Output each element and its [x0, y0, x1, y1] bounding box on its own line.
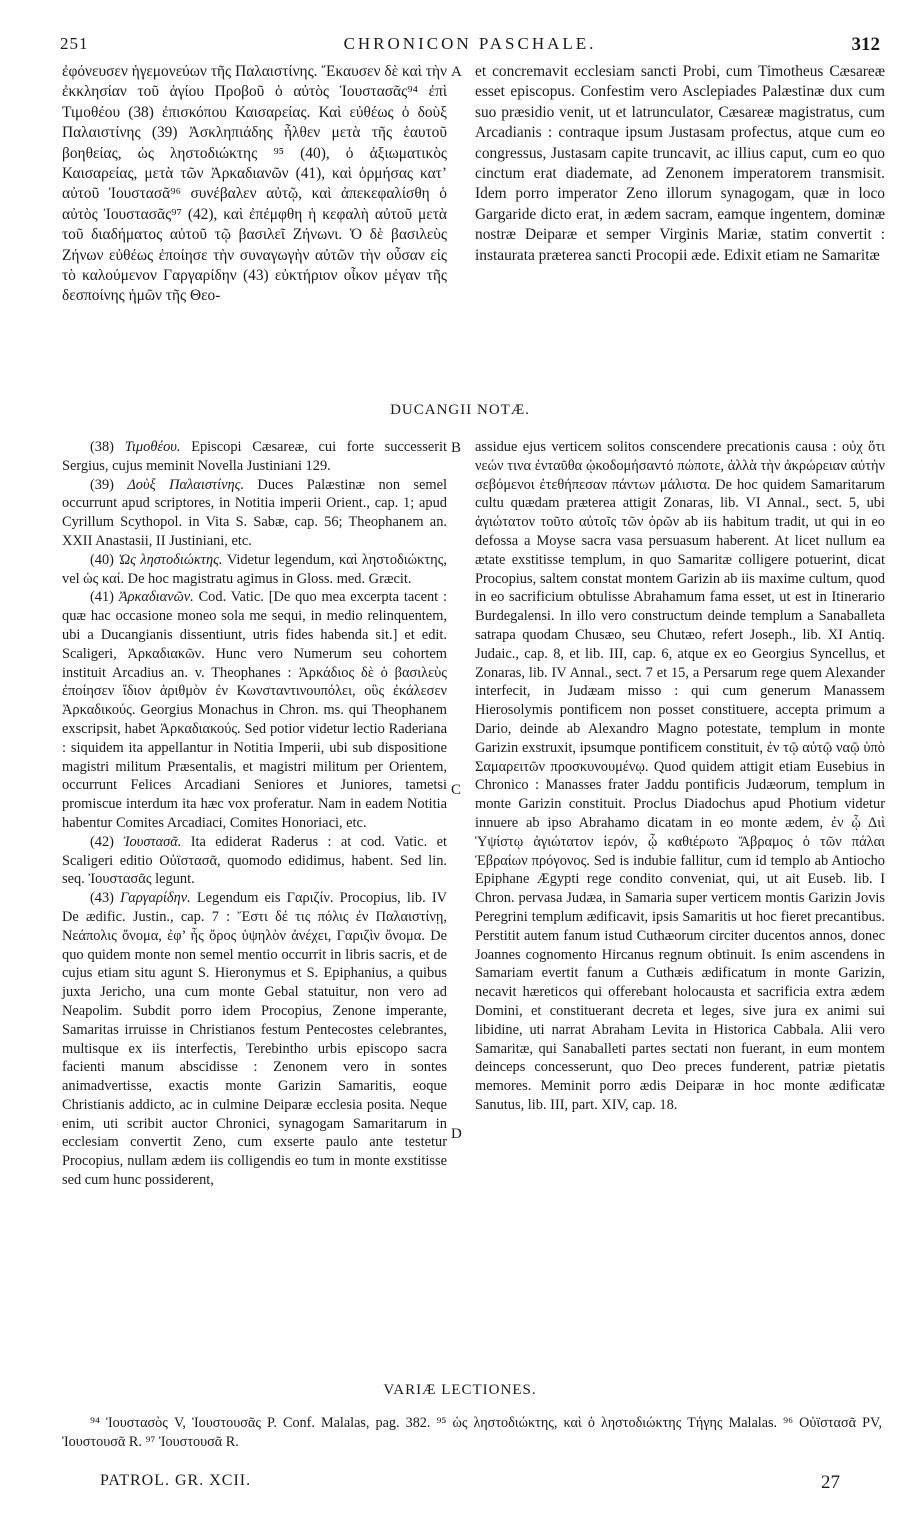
variae-lectiones-text: ⁹⁴ Ἰουστασὸς V, Ἰουστουσᾶς P. Conf. Malalas, pag. 382. ⁹⁵ ὡς ληστοδιώκτης, καὶ ὁ ληστοδιώκτης Τήγης Malalas. ⁹⁶ Οὐϊστασᾶ PV, Ἰουστουσᾶ R. ⁹⁷ Ἰουστουσᾶ R. [62, 1415, 882, 1450]
margin-marker-a: A [451, 64, 462, 80]
latin-text-column [475, 62, 885, 266]
notes-heading: DUCANGII NOTÆ. [390, 402, 530, 418]
running-title: CHRONICON PASCHALE. [343, 34, 597, 53]
notes-right-column [475, 438, 885, 1115]
page-number-left: 251 [60, 34, 89, 53]
note-41: (41) Ἀρκαδιανῶν. Cod. Vatic. [De quo mea excerpta tacent : quæ hac occasione moneo sola me sequi, in medio relinquentem, ubi a Ducangianis dissentiunt, utris fides habenda sit.] et edit. Scaligeri, Ἀρκαδιακῶν. Hunc vero Numerum seu cohortem instituit Arcadius an. v. Theophanes : Ἀρκάδιος δὲ ὁ βασιλεὺς ἐποίησεν ἴδιον ἀριθμὸν ἐν Κωνσταντινουπόλει, οὓς ἐκάλεσεν Ἀρκαδικούς. Georgius Monachus in Chron. ms. qui Theophanem exscripsit, habet Ἀρκαδιακούς. Sed potior videtur lectio Raderiana : siquidem ita appellantur in Notitia Imperii, ubi sub dispositione magistri militum Præsentalis, et magistri militum per Orientem, occurrunt Felices Arcadiani Seniores et Juniores, tametsi promiscue interdum ita hæc vox proferatur. Nam in eadem Notitia habentur Comites Arcadiaci, Comites Honoriaci, etc. [62, 589, 447, 831]
note-42: (42) Ἰουστασᾶ. Ita ediderat Raderus : at cod. Vatic. et Scaligeri editio Οὐϊστασᾶ, quomodo edidimus, habent. Sed lin. seq. Ἰουστασᾶς legunt. [62, 833, 447, 888]
note-40: (40) Ὡς ληστοδιώκτης. Videtur legendum, καὶ ληστοδιώκτης, vel ὡς καί. De hoc magistratu agimus in Gloss. med. Græcit. [62, 551, 447, 587]
greek-text: ἐφόνευσεν ἡγεμονεύων τῆς Παλαιστίνης. Ἔκαυσεν δὲ καὶ τὴν ἐκκλησίαν τοῦ ἁγίου Προβοῦ ὁ αὐτὸς Ἰουστασᾶς⁹⁴ ἐπὶ Τιμοθέου (38) ἐπισκόπου Καισαρείας. Καὶ εὐθέως ὁ δοὺξ Παλαιστίνης (39) Ἀσκληπιάδης ἦλθεν μετὰ τῆς ἑαυτοῦ βοηθείας, ὡς ληστοδιώκτης ⁹⁵ (40), ὁ ἀξιωματικὸς Καισαρείας, μετὰ τῶν Ἀρκαδιανῶν (41), καὶ ὁρμήσας κατ’ αὐτοῦ Ἰουστασᾶ⁹⁶ συνέβαλεν αὐτῷ, καὶ ἀπεκεφαλίσθη ὁ αὐτὸς Ἰουστασᾶς⁹⁷ (42), καὶ ἐπέμφθη ἡ κεφαλὴ αὐτοῦ μετὰ τοῦ διαδήματος αὐτοῦ τῷ βασιλεῖ Ζήνωνι. Ὁ δὲ βασιλεὺς Ζήνων εὐθέως ἐποίησε τὴν συναγωγὴν αὐτῶν τὴν οὖσαν εἰς τὸ καλούμενον Γαργαρίδην (43) εὐκτήριον οἶκον μέγαν τῆς δεσποίνης ἡμῶν τῆς Θεο- [62, 63, 447, 305]
signature-mark: PATROL. GR. XCII. [100, 1472, 252, 1489]
footer [100, 1472, 840, 1494]
running-head [60, 34, 880, 58]
latin-text: et concremavit ecclesiam sancti Probi, cum Timotheus Cæsareæ esset episcopus. Confestim vero Asclepiades Palæstinæ dux cum suo præsidio venit, ut et latrunculator, Cæsareæ magistratus, cum Arcadianis : contraque ipsum Justasam profectus, atque cum eo congressus, Justasam capite truncavit, ac illius caput, cum eo quo cinctum erat diademate, ad Zenonem imperatorem transmisit. Idem porro imperator Zeno illorum synagogam, quæ in loco Gargaride dicto erat, in ædem sacram, eamque ingentem, dominæ nostræ Deiparæ et semper Virginis Mariæ, statim convertit : instaurata præterea sancti Procopii æde. Edixit etiam ne Samaritæ [475, 63, 885, 264]
margin-marker-b: B [451, 440, 462, 456]
note-39: (39) Δοὺξ Παλαιστίνης. Duces Palæstinæ non semel occurrunt apud scriptores, in Notitia imperii Orient., cap. 1; apud Cyrillum Scythopol. in Vita S. Sabæ, cap. 56; Theophanem an. XXII Anastasii, II Justiniani, etc. [62, 476, 447, 549]
greek-text-column [62, 62, 447, 307]
page-number-right: 312 [851, 34, 880, 55]
margin-marker-d: D [451, 1126, 462, 1142]
note-38: (38) Τιμοθέου. Episcopi Cæsareæ, cui forte successerit Sergius, cujus meminit Novella Justiniani 129. [62, 439, 448, 474]
variae-lectiones-heading: VARIÆ LECTIONES. [383, 1382, 537, 1398]
signature-number: 27 [821, 1472, 840, 1493]
notes-left-column [62, 438, 447, 1190]
note-43: (43) Γαργαρίδην. Legendum eis Γαριζίν. Procopius, lib. IV De ædific. Justin., cap. 7 : Ἔστι δέ τις πόλις ἐν Παλαιστίνῃ, Νεάπολις ὄνομα, ἐφ’ ἧς ὄρος ὑψηλὸν ἀνέχει, Γαριζὶν ὄνομα. De quo quidem monte non semel mentio occurrit in libris sacris, et de cujus etiam situ agunt S. Hieronymus et S. Epiphanius, a quibus juxta Jericho, una cum monte Gebal statuitur, non vero ad Neapolim. Subdit porro idem Procopius, Zenone imperante, Samaritas irruisse in Christianos festum Pentecostes celebrantes, multisque ex iis interfectis, Terebintho urbis episcopo sacra facienti manum abscidisse : Zenonem vero in sontes animadvertisse, exactis monte Garizin Samaritis, eoque Christianis addicto, ac in culmine Deiparæ ecclesia posita. Neque enim, uti scribit auctor Chronici, synagogam Samaritarum in ecclesiam convertit Zeno, cum exserte paulo ante testetur Procopius, nullam ædem iis colligendis eo tum in monte exstitisse sed cum hunc possiderent, [62, 890, 447, 1189]
notes-right-text: assidue ejus verticem solitos conscendere precationis causa : οὐχ ὅτι νεών τινα ἐνταῦθα ᾠκοδομήσαντό πώποτε, ἀλλὰ τὴν ἀκρώρειαν αὐτὴν σεβόμενοι ἐτεθήπεσαν πάντων μάλιστα. De hoc quidem Samaritarum cultu quædam præterea attigit Zonaras, lib. VI Annal., sect. 5, ubi ἁγιώτατον τοῦτο αὐτοῖς τῶν ὀρῶν ab iis habitum tradit, ut qui in eo defossa a Moyse sacra vasa persuasum haberent. At licet nullum ea ætate exstitisse templum, in quo Samaritæ colligere potuerint, dicat Procopius, saltem constat montem Garizin ab iis maxime cultum, quod in eo sacrificium obtulisse Abrahamum fama esset, ut est in Itinerario Burdegalensi. In illo vero constructum deinde templum a Sanaballeta satrapa quodam Chusæo, seu Chutæo, refert Joseph., lib. XI Antiq. Judaic., cap. 8, et lib. III, cap. 6, atque ex eo Georgius Syncellus, et Zonaras, lib. IV Annal., sect. 7 et 15, a Persarum rege quem Alexander interfecit, in Judæam misso : qui cum generum Manassem Hierosolymis pontificem non posset constituere, accepta primum a Dario, deinde ab Alexandro Magno potestate, templum in monte Garizin exstruxit, ipsumque pontificem constituit, ἐν τῷ αὐτῷ ναῷ ὑπὸ Σαμαρειτῶν προσκυνουμένῳ. Quod quidem attigit etiam Eusebius in Chronico : Manasses frater Jaddu pontificis Judæorum, templum in monte Garizin constituit. Proclus Diadochus apud Photium videtur innuere ab ipso Abrahamo dicatam in eo monte ædem, ἐν ᾧ Διὶ Ὑψίστῳ ἁγιώτατον ἱερόν, ᾧ καθιέρωτο Ἄβραμος ὁ τῶν πάλαι Ἑβραίων πρόγονος. Sed is indubie fallitur, cum id templo ab Antiocho Epiphane Ægypti rege condito conveniat, qui, ut ait Euseb. lib. I Chron. pervasa Judæa, in Samaria super verticem montis Garizin Jovis Peregrini templum ædificavit, ipsis Samaritis ut hoc fieret precantibus. Perstitit autem fanum istud Cuthæorum circiter ducentos annos, donec Joannes cognomento Hircanus regnum obtinuit. Is enim ascendens in Samariam evertit fanum a Cuthæis ædificatum in monte Garizin, necavit hæreticos qui offerebant holocausta et sacrificia extra ædem Domini, et constituerant decreta et leges, sive jura ex animi sui libidine, uti narrat Abraham Levita in Historica Cabbala. Alii vero Samaritæ, qui Sanaballeti partes sectati non fuerant, in eum montem deinceps concesserunt, quo Deo preces funderent, patriæ pietatis memores. Meminit porro ædis Deiparæ in hoc monte ædificatæ Sanutus, lib. III, part. XIV, cap. 18. [475, 439, 885, 1113]
margin-marker-c: C [451, 782, 462, 798]
